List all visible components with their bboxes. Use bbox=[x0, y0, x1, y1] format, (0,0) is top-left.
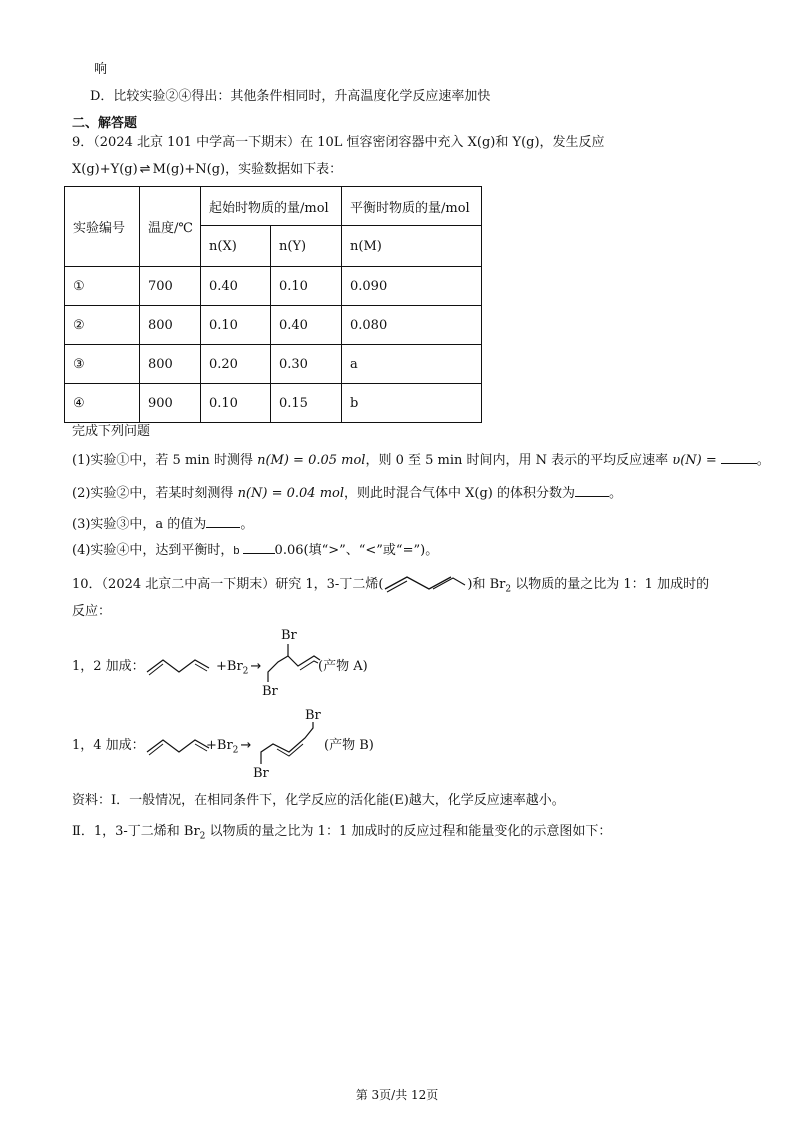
product-b-structure-icon bbox=[255, 720, 321, 766]
q9-part2 bbox=[72, 486, 622, 502]
cell-id: ④ bbox=[65, 384, 140, 423]
q10-text-3: 以物质的量之比为 1：1 加成时的 bbox=[511, 577, 710, 592]
cell-ny: 0.30 bbox=[271, 345, 342, 384]
info-2 bbox=[72, 824, 611, 845]
cell-nx: 0.10 bbox=[201, 384, 271, 423]
product-a-label: (产物 A) bbox=[318, 659, 368, 674]
q9-part1 bbox=[72, 453, 770, 469]
reaction-arrow-icon: → bbox=[240, 738, 252, 753]
part2-formula: n(N) = 0.04 mol bbox=[237, 486, 344, 501]
equilibrium-arrow-icon: ⇌ bbox=[139, 162, 151, 177]
answer-blank[interactable] bbox=[575, 496, 609, 497]
part4-var: b bbox=[233, 545, 240, 557]
section-title: 二、解答题 bbox=[72, 116, 138, 131]
part3-end: 。 bbox=[240, 517, 254, 532]
add14-label: 1，4 加成： bbox=[72, 738, 145, 753]
answer-blank[interactable] bbox=[243, 553, 275, 554]
header-temperature: 温度/℃ bbox=[140, 187, 201, 267]
q9-part4 bbox=[72, 543, 438, 559]
experiment-table bbox=[64, 186, 482, 423]
part2-text: (2)实验②中，若某时刻测得 bbox=[72, 486, 238, 501]
cell-temp: 900 bbox=[140, 384, 201, 423]
q10-intro-line2: 反应： bbox=[72, 604, 112, 619]
cell-nm: 0.080 bbox=[342, 306, 482, 345]
reagent-sub: 2 bbox=[242, 666, 249, 677]
info2-text-2: 以物质的量之比为 1：1 加成时的反应过程和能量变化的示意图如下： bbox=[205, 824, 612, 839]
part3-text: (3)实验③中，a 的值为 bbox=[72, 517, 207, 532]
q10-text: 10．（2024 北京二中高一下期末）研究 1，3-丁二烯( bbox=[72, 577, 384, 592]
br-label: Br bbox=[253, 766, 269, 781]
q10-intro bbox=[72, 573, 709, 598]
page-footer: 第 3页/共 12页 bbox=[355, 1088, 439, 1102]
info2-text: Ⅱ．1，3-丁二烯和 Br bbox=[72, 824, 200, 839]
answer-blank[interactable] bbox=[206, 527, 240, 528]
part2-end: 。 bbox=[609, 486, 623, 501]
q9-reaction bbox=[72, 162, 342, 178]
answer-blank[interactable] bbox=[721, 463, 757, 464]
q9-prompt: 完成下列问题 bbox=[72, 424, 151, 439]
cell-nm: a bbox=[342, 345, 482, 384]
cell-id: ① bbox=[65, 267, 140, 306]
butadiene-structure-icon bbox=[145, 734, 211, 756]
cell-temp: 700 bbox=[140, 267, 201, 306]
part4-text: (4)实验④中，达到平衡时， bbox=[72, 543, 234, 558]
br-label: Br bbox=[305, 708, 321, 723]
table-row bbox=[65, 267, 482, 306]
cell-nm: b bbox=[342, 384, 482, 423]
q10-text-2: )和 Br bbox=[467, 577, 506, 592]
reaction-right: M(g)+N(g)，实验数据如下表： bbox=[152, 162, 343, 177]
part1-text-2: ，则 0 至 5 min 时间内，用 N 表示的平均反应速率 bbox=[365, 453, 673, 468]
butadiene-structure-icon bbox=[145, 654, 211, 676]
header-nm: n(M) bbox=[342, 226, 482, 267]
part2-text-2: ，则此时混合气体中 X(g) 的体积分数为 bbox=[344, 486, 575, 501]
header-eq-amount: 平衡时物质的量/mol bbox=[342, 187, 482, 226]
info-1: 资料：I．一般情况，在相同条件下，化学反应的活化能(E)越大，化学反应速率越小。 bbox=[72, 793, 565, 808]
product-b-label: (产物 B) bbox=[324, 738, 374, 753]
info2-sub: 2 bbox=[199, 831, 206, 842]
cell-id: ③ bbox=[65, 345, 140, 384]
table-row bbox=[65, 306, 482, 345]
q9-part3 bbox=[72, 517, 253, 533]
br-label: Br bbox=[281, 628, 297, 643]
cell-temp: 800 bbox=[140, 306, 201, 345]
q10-sub: 2 bbox=[505, 584, 512, 595]
reagent-br: +Br bbox=[206, 738, 233, 753]
cell-ny: 0.15 bbox=[271, 384, 342, 423]
br-label: Br bbox=[262, 684, 278, 699]
part1-text: (1)实验①中，若 5 min 时测得 bbox=[72, 453, 258, 468]
add12-label: 1，2 加成： bbox=[72, 659, 145, 674]
butadiene-structure-icon bbox=[383, 573, 467, 593]
add12-reagent bbox=[216, 659, 261, 680]
cell-nm: 0.090 bbox=[342, 267, 482, 306]
part1-end: 。 bbox=[756, 453, 770, 468]
reaction-arrow-icon: → bbox=[250, 659, 262, 674]
header-nx: n(X) bbox=[201, 226, 271, 267]
product-a-structure-icon bbox=[258, 642, 322, 686]
cell-nx: 0.10 bbox=[201, 306, 271, 345]
reaction-left: X(g)+Y(g) bbox=[72, 162, 138, 177]
add14-reagent bbox=[206, 738, 251, 759]
cell-ny: 0.10 bbox=[271, 267, 342, 306]
cell-id: ② bbox=[65, 306, 140, 345]
reagent-br: +Br bbox=[216, 659, 243, 674]
header-ny: n(Y) bbox=[271, 226, 342, 267]
part1-formula: n(M) = 0.05 mol bbox=[257, 453, 366, 468]
header-experiment-id: 实验编号 bbox=[65, 187, 140, 267]
header-start-amount: 起始时物质的量/mol bbox=[201, 187, 342, 226]
carryover-text: 响 bbox=[94, 62, 108, 77]
cell-nx: 0.20 bbox=[201, 345, 271, 384]
part1-rate-formula: υ(N) = bbox=[672, 453, 717, 468]
cell-ny: 0.40 bbox=[271, 306, 342, 345]
part4-text-2: 0.06(填“>”、“<”或“=”)。 bbox=[274, 543, 439, 558]
cell-nx: 0.40 bbox=[201, 267, 271, 306]
reagent-sub: 2 bbox=[232, 745, 239, 756]
option-d: D．比较实验②④得出：其他条件相同时，升高温度化学反应速率加快 bbox=[90, 89, 491, 104]
cell-temp: 800 bbox=[140, 345, 201, 384]
q9-intro: 9．（2024 北京 101 中学高一下期末）在 10L 恒容密闭容器中充入 X(g)和 Y(g)，发生反应 bbox=[72, 135, 605, 150]
table-row bbox=[65, 345, 482, 384]
table-row bbox=[65, 384, 482, 423]
